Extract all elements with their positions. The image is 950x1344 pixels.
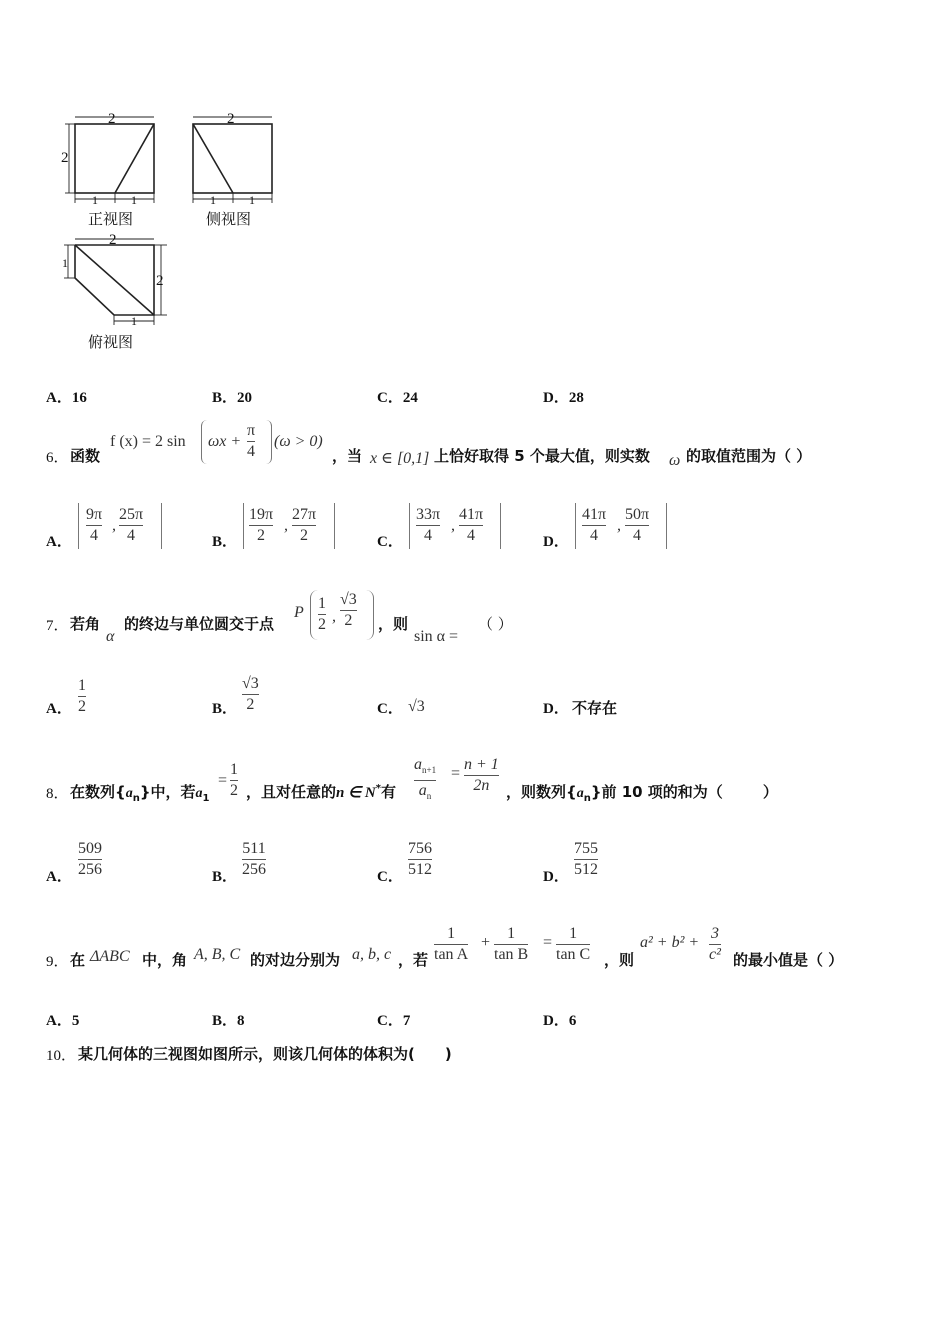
q8-option-a-label: A．	[46, 869, 72, 885]
q9-angles: A, B, C	[194, 946, 241, 963]
q9-number: 9．	[46, 954, 69, 970]
q6-pi-over-4: π 4	[247, 422, 256, 460]
top-left-dim: 1	[62, 256, 68, 270]
q6-inner: ωx +	[208, 433, 242, 450]
q6-number: 6．	[46, 450, 69, 466]
q6-option-d-label: D．	[543, 534, 569, 550]
q7-text-c: ，则	[378, 615, 409, 633]
side-view-caption: 侧视图	[206, 210, 252, 228]
q6-b-frac1: 19π 2	[249, 506, 274, 544]
q7-paren: （ ）	[478, 615, 513, 633]
q9-sides: a, b, c	[352, 946, 392, 963]
q7-option-a-label: A．	[46, 701, 72, 717]
q9-text-a: 在	[70, 951, 86, 969]
q6-c-frac2: 41π 4	[459, 506, 484, 544]
q7-alpha: α	[106, 628, 115, 645]
top-view-diagonal	[75, 245, 154, 315]
q9-expr: a² + b² +	[640, 934, 700, 951]
q8-recurrence-rhs: n + 1 2n	[464, 756, 499, 794]
q9-option-c[interactable]: C．7	[377, 1013, 411, 1029]
top-view-caption: 俯视图	[88, 333, 134, 351]
q8-option-b-label: B．	[212, 869, 238, 885]
q7-b-frac: √3 2	[242, 675, 259, 713]
q8-eq: =	[218, 772, 228, 789]
q6-a-frac2: 25π 4	[119, 506, 144, 544]
q8-stem-c: ，则数列$\{a_n\}$前 10 项的和为（ ）	[506, 783, 778, 804]
top-bottom-dim: 1	[131, 314, 137, 328]
q5-option-d[interactable]: D．28	[543, 390, 584, 406]
q7-option-d-label: D．	[543, 701, 569, 717]
q5-option-b[interactable]: B．20	[212, 390, 253, 406]
q9-text-f: 的最小值是（ ）	[733, 951, 844, 969]
front-bottom-dim-2: 1	[131, 193, 137, 207]
q8-option-d-label: D．	[543, 869, 569, 885]
q9-text-b: 中，角	[142, 951, 188, 969]
front-bottom-dim-1: 1	[92, 193, 98, 207]
q7-px: 1 2	[318, 595, 326, 633]
q6-option-b-label: B．	[212, 534, 238, 550]
side-view-diagonal	[193, 124, 233, 193]
q9-text-e: ，则	[604, 951, 635, 969]
q8-recurrence-lhs: $a_{n+1}$ $a_n$	[414, 756, 437, 802]
q6-option-c-label: C．	[377, 534, 403, 550]
q9-eq: =	[543, 934, 553, 951]
q8-c-frac: 756 512	[408, 840, 432, 878]
q7-number: 7．	[46, 618, 69, 634]
q6-text-a: 函数	[70, 447, 101, 465]
q6-domain: x ∈ [0,1]	[370, 450, 430, 467]
q7-py: √3 2	[340, 591, 357, 629]
side-top-dim: 2	[227, 111, 235, 127]
q6-c-comma: ,	[451, 517, 455, 534]
q6-option-a-label: A．	[46, 534, 72, 550]
q7-option-c-label: C．	[377, 701, 403, 717]
q7-a-frac: 1 2	[78, 677, 86, 715]
q8-option-c-label: C．	[377, 869, 403, 885]
q5-option-a[interactable]: A．16	[46, 390, 87, 406]
q9-option-d[interactable]: D．6	[543, 1013, 577, 1029]
q8-a-frac: 509 256	[78, 840, 102, 878]
q9-text-d: ，若	[398, 951, 429, 969]
q6-b-comma: ,	[284, 517, 288, 534]
q8-stem-b: ，且对任意的n ∈ N*有	[246, 783, 397, 801]
q9-term-3: 1 tan C	[556, 925, 591, 963]
q6-d-frac1: 41π 4	[582, 506, 607, 544]
side-bottom-dim-1: 1	[210, 193, 216, 207]
q9-plus-1: +	[481, 934, 491, 951]
q10-number: 10．	[46, 1048, 77, 1064]
q8-number: 8．	[46, 786, 69, 802]
q9-option-a[interactable]: A．5	[46, 1013, 80, 1029]
q7-d-value: 不存在	[572, 699, 618, 717]
q8-a1-frac: 1 2	[230, 761, 238, 799]
q6-text-c: 上恰好取得 5 个最大值，则实数	[434, 447, 650, 465]
front-left-dim: 2	[61, 150, 69, 166]
q7-point: P	[294, 604, 304, 621]
front-view-rect	[75, 124, 154, 193]
top-top-dim: 2	[109, 232, 117, 248]
side-view-rect	[193, 124, 272, 193]
q6-b-frac2: 27π 2	[292, 506, 317, 544]
q6-d-comma: ,	[617, 517, 621, 534]
front-view-diagonal	[115, 124, 154, 193]
q6-a-comma: ,	[112, 517, 116, 534]
q9-term-2: 1 tan B	[494, 925, 529, 963]
front-view-caption: 正视图	[88, 210, 134, 228]
q6-omega: ω	[669, 452, 681, 469]
q7-option-b-label: B．	[212, 701, 238, 717]
q7-expr: sin α =	[414, 628, 459, 645]
q8-stem-a: 在数列$\{a_n\}$中，若$a_1$	[70, 783, 210, 804]
q6-a-frac1: 9π 4	[86, 506, 103, 544]
q6-condition: (ω > 0)	[274, 433, 323, 450]
q9-term-1: 1 tan A	[434, 925, 469, 963]
q8-d-frac: 755 512	[574, 840, 598, 878]
three-view-figure	[55, 105, 285, 355]
q6-c-frac1: 33π 4	[416, 506, 441, 544]
top-right-dim: 2	[156, 273, 164, 289]
q6-d-frac2: 50π 4	[625, 506, 650, 544]
side-bottom-dim-2: 1	[249, 193, 255, 207]
q10-text: 某几何体的三视图如图所示，则该几何体的体积为( )	[78, 1045, 452, 1063]
q7-comma: ,	[332, 608, 336, 625]
q8-recurrence-eq: =	[451, 765, 461, 782]
q9-triangle: ΔABC	[90, 948, 130, 965]
q7-c-value: √3	[408, 698, 425, 715]
q6-text-d: 的取值范围为（ ）	[686, 447, 812, 465]
q9-text-c: 的对边分别为	[250, 951, 341, 969]
q7-text-a: 若角	[70, 615, 101, 633]
q5-option-c[interactable]: C．24	[377, 390, 418, 406]
q9-c-term: 3 c²	[709, 925, 721, 963]
front-top-dim: 2	[108, 111, 116, 127]
q8-b-frac: 511 256	[242, 840, 266, 878]
q6-func: f (x) = 2 sin	[110, 433, 186, 450]
q7-text-b: 的终边与单位圆交于点	[124, 615, 275, 633]
q6-text-b: ，当	[332, 447, 363, 465]
q9-option-b[interactable]: B．8	[212, 1013, 245, 1029]
